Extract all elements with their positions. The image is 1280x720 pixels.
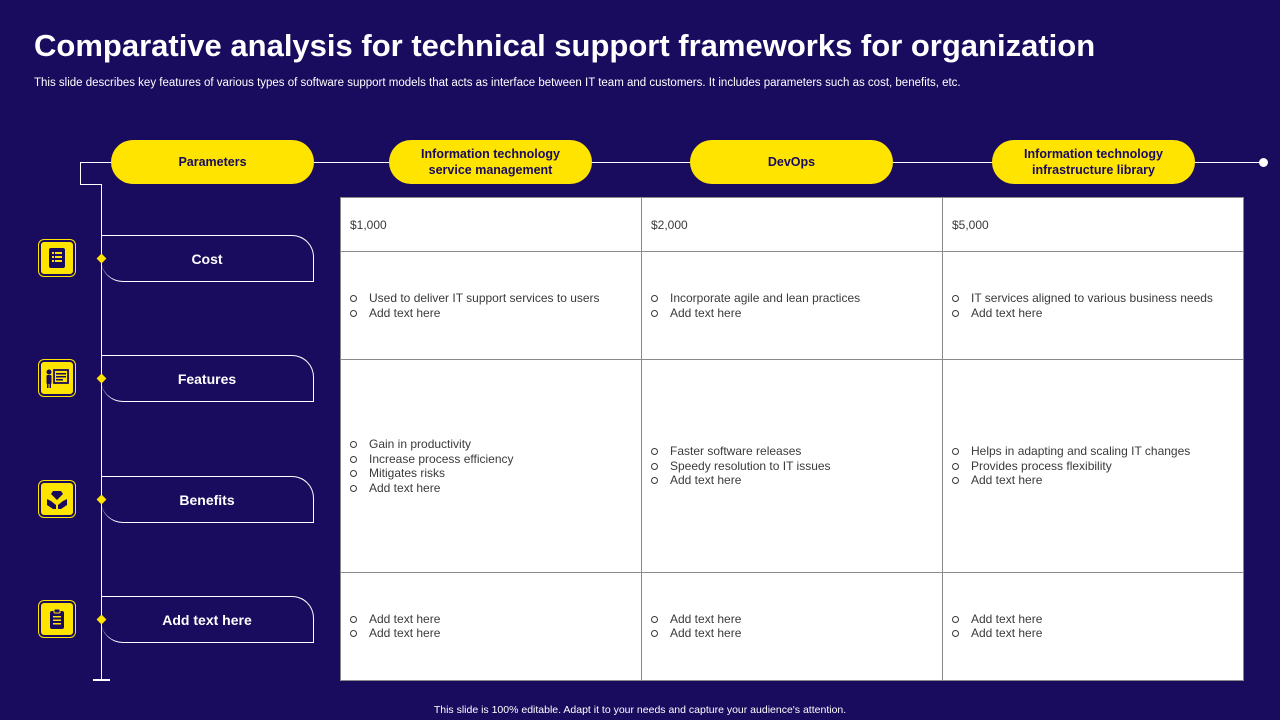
cell-value: $1,000 [350, 217, 387, 232]
header-pill-devops: DevOps [690, 140, 893, 184]
list-item: Used to deliver IT support services to users [350, 291, 632, 306]
list-item: Add text here [952, 306, 1234, 321]
bullet-list [952, 444, 1234, 488]
table-cell [943, 252, 1244, 360]
cell-value: $2,000 [651, 217, 688, 232]
page-subtitle: This slide describes key features of various types of software support models that acts as interface between IT team and customers. It includes parameters such as cost, benefits, etc. [34, 77, 961, 89]
bullet-list [350, 437, 632, 495]
list-item: Speedy resolution to IT issues [651, 459, 933, 474]
bullet-list [952, 612, 1234, 641]
clipboard-icon [39, 601, 75, 637]
cell-value: $5,000 [952, 217, 989, 232]
bullet-list [350, 291, 632, 320]
document-list-icon [39, 240, 75, 276]
table-row [341, 360, 1244, 573]
table-cell [943, 572, 1244, 680]
list-item: Add text here [651, 612, 933, 627]
table-row [341, 252, 1244, 360]
footer-note: This slide is 100% editable. Adapt it to your needs and capture your audience's attention. [433, 704, 847, 716]
list-item: Add text here [952, 626, 1234, 641]
timeline-end-cap [93, 679, 110, 681]
list-item: Add text here [350, 306, 632, 321]
table-cell [642, 572, 943, 680]
header-pill-itsm: Information technology service management [389, 140, 592, 184]
table-cell [341, 252, 642, 360]
table-row [341, 198, 1244, 252]
table-cell [341, 572, 642, 680]
timeline-end-dot [1259, 158, 1268, 167]
bullet-list [952, 291, 1234, 320]
list-item: Add text here [350, 612, 632, 627]
table-row [341, 572, 1244, 680]
bullet-list [651, 444, 933, 488]
table-cell [341, 198, 642, 252]
comparison-table [340, 197, 1244, 681]
list-item: Add text here [651, 473, 933, 488]
bullet-list [651, 612, 933, 641]
table-cell [642, 252, 943, 360]
table-cell [642, 198, 943, 252]
row-label-cost: Cost [101, 235, 314, 282]
header-pill-parameters: Parameters [111, 140, 314, 184]
bullet-list [651, 291, 933, 320]
list-item: Add text here [651, 306, 933, 321]
list-item: Increase process efficiency [350, 452, 632, 467]
list-item: Add text here [952, 612, 1234, 627]
table-cell [943, 360, 1244, 573]
hands-diamond-icon [39, 481, 75, 517]
presenter-board-icon [39, 360, 75, 396]
list-item: Incorporate agile and lean practices [651, 291, 933, 306]
table-cell [341, 360, 642, 573]
list-item: Gain in productivity [350, 437, 632, 452]
timeline-connector [80, 162, 81, 185]
row-label-add-text: Add text here [101, 596, 314, 643]
list-item: Add text here [651, 626, 933, 641]
list-item: IT services aligned to various business needs [952, 291, 1234, 306]
timeline-connector [80, 184, 102, 185]
row-label-features: Features [101, 355, 314, 402]
page-title: Comparative analysis for technical support frameworks for organization [34, 28, 1096, 63]
list-item: Faster software releases [651, 444, 933, 459]
table-cell [943, 198, 1244, 252]
list-item: Add text here [350, 481, 632, 496]
list-item: Add text here [952, 473, 1234, 488]
list-item: Add text here [350, 626, 632, 641]
table-cell [642, 360, 943, 573]
list-item: Mitigates risks [350, 466, 632, 481]
list-item: Helps in adapting and scaling IT changes [952, 444, 1234, 459]
list-item: Provides process flexibility [952, 459, 1234, 474]
row-label-benefits: Benefits [101, 476, 314, 523]
bullet-list [350, 612, 632, 641]
header-pill-itil: Information technology infrastructure library [992, 140, 1195, 184]
